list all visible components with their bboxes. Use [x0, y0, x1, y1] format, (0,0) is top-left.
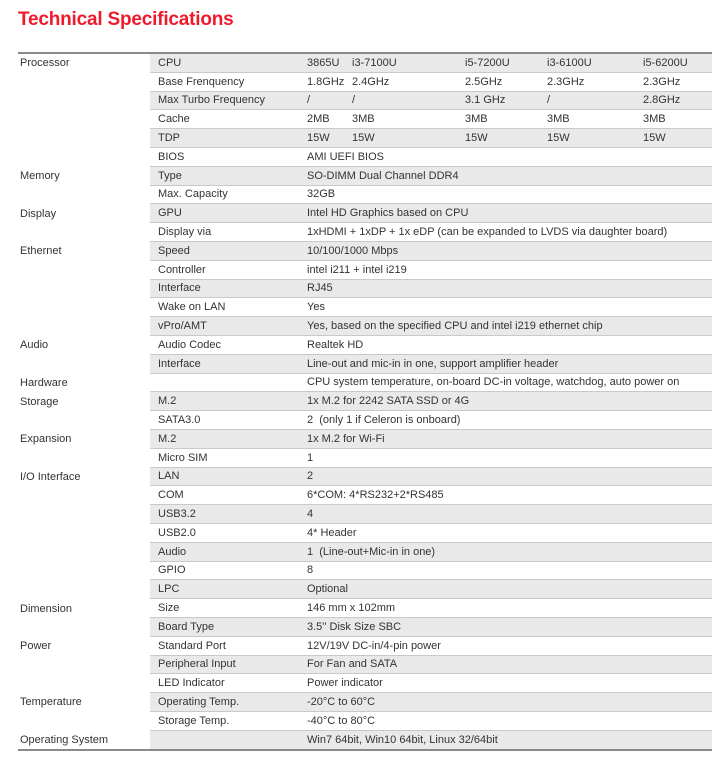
spec-page: [0, 9, 715, 751]
spec-values: [307, 317, 712, 335]
table-row: [18, 580, 712, 599]
spec-value: 146 mm x 102mm: [307, 602, 396, 614]
spec-value: RJ45: [307, 282, 333, 295]
table-row: [18, 148, 712, 167]
table-row: [18, 430, 712, 449]
spec-cell: [150, 73, 712, 92]
spec-value: Realtek HD: [307, 338, 364, 351]
spec-values: [307, 618, 712, 636]
spec-values: [307, 129, 712, 147]
category-cell: [18, 486, 150, 505]
spec-cell: [150, 374, 712, 393]
category-cell: [18, 261, 150, 280]
spec-cell: [150, 411, 712, 430]
spec-cell: [150, 129, 712, 148]
spec-values: [307, 486, 712, 504]
table-row: [18, 712, 712, 731]
spec-value: i3-7100U: [352, 56, 397, 69]
spec-label: CPU: [158, 56, 182, 69]
table-row: [18, 261, 712, 280]
category-cell: [18, 186, 150, 205]
spec-values: [307, 167, 712, 185]
category-cell: [18, 73, 150, 92]
spec-value: Line-out and mic-in in one, support amplifier header: [307, 357, 559, 370]
spec-value: 15W: [465, 132, 488, 145]
category-cell: [18, 280, 150, 299]
table-row: [18, 355, 712, 374]
spec-value: i3-6100U: [547, 56, 592, 69]
spec-value: /: [352, 94, 356, 107]
spec-values: [307, 110, 712, 128]
spec-value: 4* Header: [307, 526, 357, 539]
category-cell: [18, 129, 150, 148]
spec-value: i5-6200U: [643, 56, 688, 69]
spec-cell: [150, 148, 712, 167]
category-cell: [18, 148, 150, 167]
spec-value: 2 (only 1 if Celeron is onboard): [307, 414, 461, 427]
spec-label: Type: [158, 169, 182, 182]
category-cell: Storage: [18, 392, 150, 411]
spec-value: 1x M.2 for Wi-Fi: [307, 432, 385, 445]
spec-value: 3.1 GHz: [465, 94, 506, 107]
spec-label: Standard Port: [158, 639, 226, 652]
spec-label: Board Type: [158, 620, 215, 633]
table-row: [18, 167, 712, 186]
spec-cell: [150, 92, 712, 111]
spec-values: [307, 242, 712, 260]
spec-cell: [150, 298, 712, 317]
spec-label: Display via: [158, 226, 212, 239]
spec-value: Win7 64bit, Win10 64bit, Linux 32/64bit: [307, 734, 498, 747]
spec-label: Audio: [158, 545, 187, 558]
category-cell: Operating System: [18, 731, 150, 750]
spec-value: intel i211 + intel i219: [307, 263, 407, 276]
spec-value: 10/100/1000 Mbps: [307, 244, 399, 257]
spec-value: Power indicator: [307, 677, 383, 690]
spec-cell: [150, 656, 712, 675]
table-row: [18, 731, 712, 750]
spec-label: Audio Codec: [158, 338, 221, 351]
table-row: [18, 618, 712, 637]
category-cell: [18, 449, 150, 468]
spec-cell: [150, 204, 712, 223]
spec-cell: [150, 543, 712, 562]
spec-values: [307, 731, 712, 750]
spec-values: [307, 148, 712, 166]
spec-cell: [150, 637, 712, 656]
spec-value: 3MB: [465, 113, 488, 126]
category-cell: [18, 411, 150, 430]
spec-values: [307, 92, 712, 110]
category-cell: [18, 355, 150, 374]
category-cell: Power: [18, 637, 150, 656]
spec-cell: [150, 317, 712, 336]
table-row: [18, 223, 712, 242]
table-row: [18, 186, 712, 205]
spec-values: [307, 223, 712, 241]
spec-values: [307, 674, 712, 692]
spec-label: vPro/AMT: [158, 320, 207, 333]
spec-cell: [150, 505, 712, 524]
table-row: [18, 392, 712, 411]
table-row: [18, 110, 712, 129]
spec-cell: [150, 280, 712, 299]
spec-values: [307, 261, 712, 279]
spec-value: 6*COM: 4*RS232+2*RS485: [307, 489, 444, 502]
spec-value: -20°C to 60°C: [307, 695, 376, 708]
spec-value: 15W: [352, 132, 375, 145]
spec-label: Wake on LAN: [158, 301, 226, 314]
category-cell: [18, 618, 150, 637]
category-cell: [18, 110, 150, 129]
category-cell: [18, 562, 150, 581]
spec-label: M.2: [158, 432, 177, 445]
spec-value: Yes: [307, 301, 325, 314]
spec-cell: [150, 392, 712, 411]
spec-label: Base Frenquency: [158, 75, 245, 88]
spec-cell: [150, 110, 712, 129]
spec-label: GPIO: [158, 564, 186, 577]
spec-value: 2.3GHz: [643, 75, 681, 88]
spec-cell: [150, 674, 712, 693]
spec-label: Controller: [158, 263, 206, 276]
spec-label: LAN: [158, 470, 180, 483]
spec-values: [307, 186, 712, 204]
spec-cell: [150, 731, 712, 750]
table-row: [18, 54, 712, 73]
spec-label: Speed: [158, 244, 190, 257]
spec-values: [307, 562, 712, 580]
spec-cell: [150, 54, 712, 73]
spec-value: 1x M.2 for 2242 SATA SSD or 4G: [307, 395, 470, 408]
spec-value: 15W: [307, 132, 330, 145]
page-title: Technical Specifications: [18, 9, 234, 30]
category-cell: [18, 223, 150, 242]
spec-cell: [150, 562, 712, 581]
spec-value: /: [307, 94, 311, 107]
spec-values: [307, 73, 712, 91]
spec-values: [307, 468, 712, 486]
table-row: [18, 374, 712, 393]
spec-value: 8: [307, 564, 314, 577]
spec-cell: [150, 524, 712, 543]
spec-cell: [150, 486, 712, 505]
spec-value: AMI UEFI BIOS: [307, 150, 385, 163]
spec-values: [307, 336, 712, 354]
spec-value: 4: [307, 508, 314, 521]
spec-values: [307, 204, 712, 222]
spec-cell: [150, 167, 712, 186]
category-cell: Ethernet: [18, 242, 150, 261]
spec-cell: [150, 712, 712, 731]
spec-table: [18, 52, 712, 751]
spec-value: -40°C to 80°C: [307, 714, 376, 727]
spec-values: [307, 355, 712, 373]
spec-label: Cache: [158, 113, 190, 126]
spec-value: 15W: [643, 132, 666, 145]
spec-value: 2.4GHz: [352, 75, 390, 88]
spec-value: 15W: [547, 132, 570, 145]
category-cell: [18, 656, 150, 675]
spec-value: 3865U: [307, 56, 340, 69]
spec-values: [307, 280, 712, 298]
spec-cell: [150, 449, 712, 468]
category-cell: [18, 674, 150, 693]
spec-values: [307, 712, 712, 730]
table-row: [18, 336, 712, 355]
spec-values: [307, 392, 712, 410]
category-cell: Expansion: [18, 430, 150, 449]
spec-value: CPU system temperature, on-board DC-in voltage, watchdog, auto power on: [307, 376, 680, 389]
spec-label: GPU: [158, 207, 182, 220]
spec-label: BIOS: [158, 150, 185, 163]
spec-label: Max. Capacity: [158, 188, 228, 201]
spec-label: COM: [158, 489, 184, 502]
spec-label: [150, 731, 307, 750]
spec-values: [307, 411, 712, 429]
spec-label: Peripheral Input: [158, 658, 236, 671]
spec-value: 3MB: [547, 113, 570, 126]
spec-values: [307, 505, 712, 523]
spec-values: [307, 298, 712, 316]
spec-values: [307, 599, 712, 617]
spec-label: USB2.0: [158, 526, 196, 539]
spec-values: [307, 580, 712, 598]
spec-value: 12V/19V DC-in/4-pin power: [307, 639, 441, 652]
table-row: [18, 129, 712, 148]
spec-label: Max Turbo Frequency: [158, 94, 265, 107]
table-row: [18, 411, 712, 430]
spec-cell: [150, 355, 712, 374]
spec-cell: [150, 693, 712, 712]
spec-cell: [150, 430, 712, 449]
spec-cell: [150, 186, 712, 205]
category-cell: [18, 298, 150, 317]
spec-value: SO-DIMM Dual Channel DDR4: [307, 169, 459, 182]
table-row: [18, 468, 712, 487]
category-cell: [18, 505, 150, 524]
table-row: [18, 242, 712, 261]
spec-value: 1.8GHz: [307, 75, 345, 88]
spec-values: [307, 430, 712, 448]
spec-values: [307, 543, 712, 561]
table-row: [18, 298, 712, 317]
spec-cell: [150, 336, 712, 355]
spec-values: [307, 449, 712, 467]
spec-label: [150, 374, 307, 392]
category-cell: [18, 712, 150, 731]
spec-value: /: [547, 94, 551, 107]
spec-values: [307, 693, 712, 711]
spec-value: 2.3GHz: [547, 75, 585, 88]
table-row: [18, 674, 712, 693]
category-cell: Dimension: [18, 599, 150, 618]
category-cell: Audio: [18, 336, 150, 355]
spec-value: Yes, based on the specified CPU and intel i219 ethernet chip: [307, 320, 603, 333]
spec-label: Interface: [158, 282, 201, 295]
spec-value: 1 (Line-out+Mic-in in one): [307, 545, 436, 558]
table-row: [18, 543, 712, 562]
category-cell: Processor: [18, 54, 150, 73]
category-cell: [18, 317, 150, 336]
table-row: [18, 73, 712, 92]
category-cell: [18, 524, 150, 543]
spec-label: Storage Temp.: [158, 714, 230, 727]
spec-cell: [150, 599, 712, 618]
spec-label: Interface: [158, 357, 201, 370]
spec-values: [307, 374, 712, 392]
spec-value: 2.5GHz: [465, 75, 503, 88]
spec-value: 1xHDMI + 1xDP + 1x eDP (can be expanded to LVDS via daughter board): [307, 226, 668, 239]
spec-label: Operating Temp.: [158, 695, 240, 708]
category-cell: Temperature: [18, 693, 150, 712]
spec-label: TDP: [158, 132, 180, 145]
category-cell: Memory: [18, 167, 150, 186]
spec-cell: [150, 580, 712, 599]
spec-label: USB3.2: [158, 508, 196, 521]
category-cell: [18, 543, 150, 562]
spec-value: 2: [307, 470, 314, 483]
table-row: [18, 204, 712, 223]
spec-cell: [150, 468, 712, 487]
spec-label: Size: [158, 602, 180, 614]
spec-label: LPC: [158, 583, 180, 596]
table-row: [18, 562, 712, 581]
table-row: [18, 693, 712, 712]
spec-cell: [150, 242, 712, 261]
spec-values: [307, 637, 712, 655]
spec-value: 3.5'' Disk Size SBC: [307, 620, 402, 633]
category-cell: Hardware: [18, 374, 150, 393]
spec-values: [307, 656, 712, 674]
table-row: [18, 449, 712, 468]
table-row: [18, 486, 712, 505]
category-cell: Display: [18, 204, 150, 223]
spec-label: SATA3.0: [158, 414, 201, 427]
spec-value: i5-7200U: [465, 56, 510, 69]
spec-value: 3MB: [643, 113, 666, 126]
table-row: [18, 280, 712, 299]
spec-label: Micro SIM: [158, 451, 208, 464]
spec-value: For Fan and SATA: [307, 658, 398, 671]
table-row: [18, 92, 712, 111]
spec-value: 32GB: [307, 188, 336, 201]
table-row: [18, 317, 712, 336]
spec-values: [307, 524, 712, 542]
table-row: [18, 637, 712, 656]
spec-value: Intel HD Graphics based on CPU: [307, 207, 469, 220]
category-cell: [18, 92, 150, 111]
table-row: [18, 599, 712, 618]
table-row: [18, 656, 712, 675]
spec-value: Optional: [307, 583, 348, 596]
spec-value: 2.8GHz: [643, 94, 681, 107]
table-row: [18, 505, 712, 524]
spec-value: 1: [307, 451, 314, 464]
spec-cell: [150, 261, 712, 280]
category-cell: [18, 580, 150, 599]
table-row: [18, 524, 712, 543]
category-cell: I/O Interface: [18, 468, 150, 487]
spec-label: M.2: [158, 395, 177, 408]
spec-cell: [150, 618, 712, 637]
spec-value: 3MB: [352, 113, 375, 126]
spec-value: 2MB: [307, 113, 330, 126]
spec-values: [307, 54, 712, 72]
spec-label: LED Indicator: [158, 677, 225, 690]
spec-cell: [150, 223, 712, 242]
